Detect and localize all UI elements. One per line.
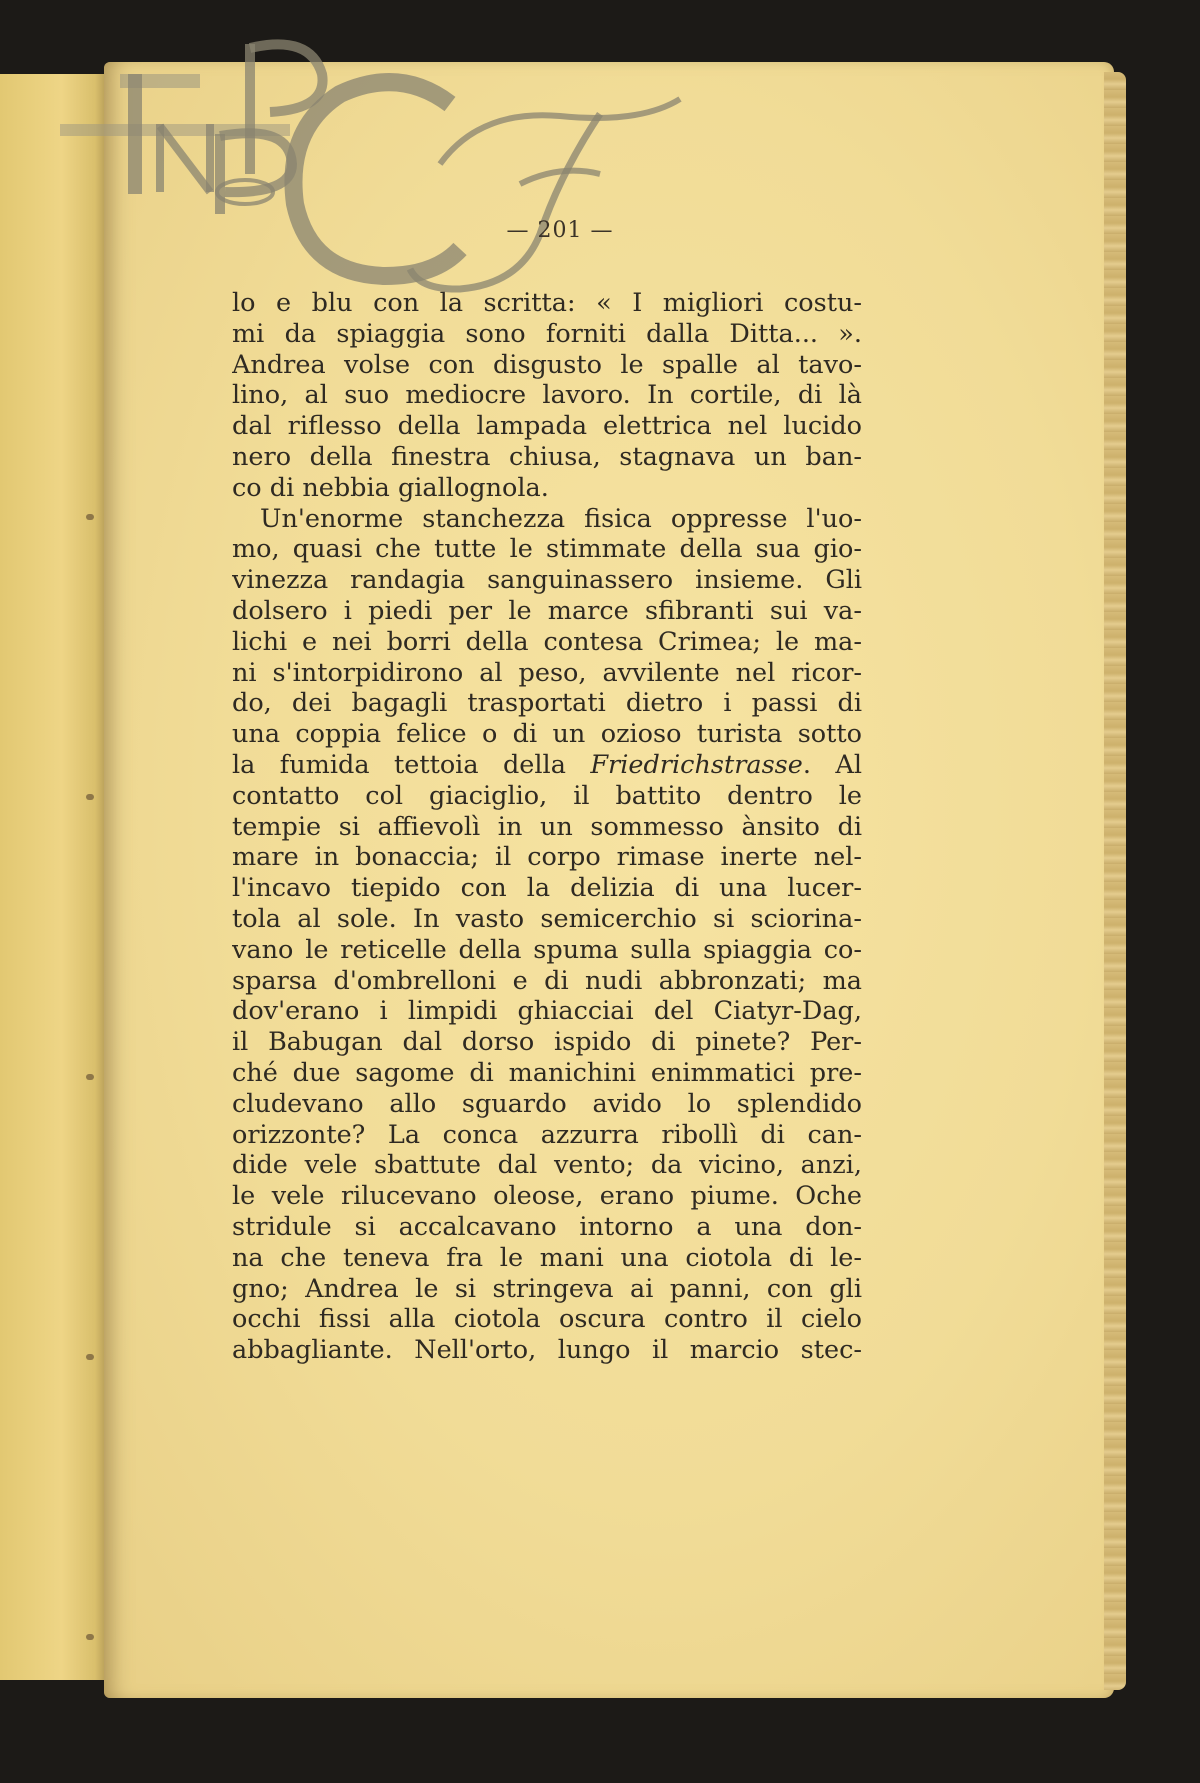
library-watermark-logo bbox=[40, 14, 740, 304]
text-line: dolsero i piedi per le marce sfibranti sui va- bbox=[232, 595, 862, 626]
text-line: tempie si affievolì in un sommesso ànsito di bbox=[232, 811, 862, 842]
text-line: mo, quasi che tutte le stimmate della sua gio- bbox=[232, 534, 862, 565]
text-segment: la fumida tettoia della bbox=[232, 749, 591, 780]
text-line: dov'erano i limpidi ghiacciai del Ciatyr-Dag, bbox=[232, 996, 862, 1027]
text-line: lo e blu con la scritta: « I migliori costu- bbox=[232, 288, 862, 318]
text-line: ché due sagome di manichini enimmatici pre- bbox=[232, 1057, 862, 1088]
binding-stitch bbox=[86, 794, 94, 800]
text-line: orizzonte? La conca azzurra ribollì di can- bbox=[232, 1119, 862, 1150]
italic-place-name: Friedrichstrasse bbox=[590, 749, 803, 780]
text-line: sparsa d'ombrelloni e di nudi abbronzati; ma bbox=[232, 965, 862, 996]
text-line: cludevano allo sguardo avido lo splendido bbox=[232, 1088, 862, 1119]
body-text bbox=[232, 288, 862, 1366]
left-page-edge bbox=[0, 74, 112, 1680]
text-line: le vele rilucevano oleose, erano piume. Oche bbox=[232, 1181, 862, 1212]
text-line-with-italic bbox=[232, 750, 862, 781]
binding-stitch bbox=[86, 1074, 94, 1080]
binding-stitch bbox=[86, 1354, 94, 1360]
text-line: contatto col giaciglio, il battito dentro le bbox=[232, 780, 862, 811]
text-line: ni s'intorpidirono al peso, avvilente nel ricor- bbox=[232, 657, 862, 688]
text-line: Andrea volse con disgusto le spalle al tavo- bbox=[232, 349, 862, 380]
text-line: lino, al suo mediocre lavoro. In cortile, di là bbox=[232, 380, 862, 411]
text-line: gno; Andrea le si stringeva ai panni, con gli bbox=[232, 1273, 862, 1304]
text-line: tola al sole. In vasto semicerchio si sciorina- bbox=[232, 903, 862, 934]
binding-stitch bbox=[86, 514, 94, 520]
frayed-page-edge bbox=[1104, 72, 1126, 1690]
text-line: dal riflesso della lampada elettrica nel lucido bbox=[232, 411, 862, 442]
binding-stitch bbox=[86, 1634, 94, 1640]
text-line: nero della finestra chiusa, stagnava un ban- bbox=[232, 441, 862, 472]
text-line: una coppia felice o di un ozioso turista sotto bbox=[232, 719, 862, 750]
text-line: do, dei bagagli trasportati dietro i passi di bbox=[232, 688, 862, 719]
text-line: Un'enorme stanchezza fisica oppresse l'uo- bbox=[260, 503, 862, 534]
text-line: il Babugan dal dorso ispido di pinete? Per- bbox=[232, 1027, 862, 1058]
text-segment: . Al bbox=[802, 749, 862, 780]
text-line: co di nebbia giallognola. bbox=[232, 472, 549, 503]
text-line: stridule si accalcavano intorno a una don- bbox=[232, 1211, 862, 1242]
text-line: dide vele sbattute dal vento; da vicino, anzi, bbox=[232, 1150, 862, 1181]
text-line: mi da spiaggia sono forniti dalla Ditta... ». bbox=[232, 318, 862, 349]
page-number: — 201 — bbox=[506, 218, 614, 243]
text-line: occhi fissi alla ciotola oscura contro il cielo bbox=[232, 1304, 862, 1335]
text-line: l'incavo tiepido con la delizia di una lucer- bbox=[232, 873, 862, 904]
text-line: vinezza randagia sanguinassero insieme. Gli bbox=[232, 565, 862, 596]
text-line: na che teneva fra le mani una ciotola di le- bbox=[232, 1242, 862, 1273]
text-line: vano le reticelle della spuma sulla spiaggia co- bbox=[232, 934, 862, 965]
text-line: lichi e nei borri della contesa Crimea; le ma- bbox=[232, 626, 862, 657]
text-line: mare in bonaccia; il corpo rimase inerte nel- bbox=[232, 842, 862, 873]
text-line: abbagliante. Nell'orto, lungo il marcio stec- bbox=[232, 1335, 862, 1366]
